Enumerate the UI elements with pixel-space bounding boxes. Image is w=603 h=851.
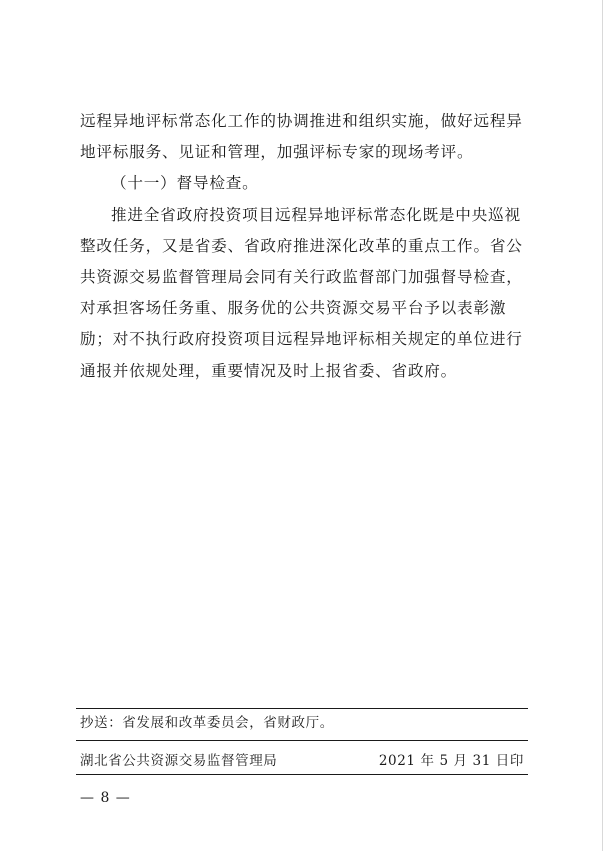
footer-top-rule [76, 708, 528, 709]
footer-middle-rule [76, 740, 528, 741]
issuer-line [80, 750, 524, 772]
issuer-name: 湖北省公共资源交易监督管理局 [80, 753, 278, 769]
page-number: — 8 — [80, 790, 131, 806]
print-date: 2021 年 5 月 31 日印 [378, 753, 524, 769]
cc-line: 抄送：省发展和改革委员会，省财政厅。 [80, 715, 334, 731]
paragraph-supervision: 推进全省政府投资项目远程异地评标常态化既是中央巡视整改任务，又是省委、省政府推进深化改革的重点工作。省公共资源交易监督管理局会同有关行政监督部门加强督导检查，对承担客场任务重、服务优的公共资源交易平台予以表彰激励；对不执行政府投资项目远程异地评标相关规定的单位进行通报并依规处理，重要情况及时上报省委、省政府。 [80, 205, 523, 380]
paragraph-continuation: 远程异地评标常态化工作的协调推进和组织实施，做好远程异地评标服务、见证和管理，加强评标专家的现场考评。 [80, 112, 523, 162]
section-heading-supervision: （十一）督导检查。 [111, 174, 259, 193]
footer-bottom-rule [76, 774, 528, 775]
document-body [80, 106, 532, 387]
